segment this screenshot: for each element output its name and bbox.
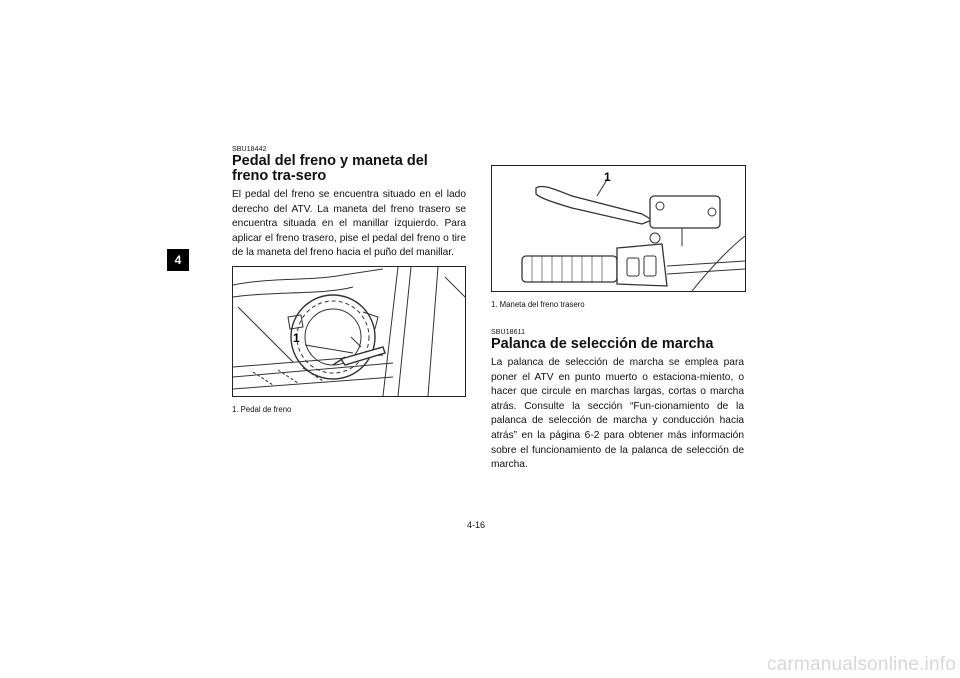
heading-shift: Palanca de selección de marcha xyxy=(491,336,714,352)
left-column xyxy=(232,146,466,414)
brake-lever-figure xyxy=(491,165,746,292)
right-column xyxy=(491,165,744,473)
brake-lever-illustration xyxy=(492,166,745,291)
chapter-tab: 4 xyxy=(167,249,189,271)
section-code-shift: SBU18611 xyxy=(491,329,526,336)
figure-callout-1: 1 xyxy=(293,330,300,345)
heading-brake: Pedal del freno y maneta del freno tra-sero xyxy=(232,153,428,184)
figure-callout-1: 1 xyxy=(604,170,611,184)
brake-pedal-figure xyxy=(232,266,466,397)
watermark: carmanualsonline.info xyxy=(766,654,956,675)
body-shift: La palanca de selección de marcha se emplea para poner el ATV en punto muerto o estaciona-miento, o hacer que circule en marchas largas, cortas o marcha atrás. Consulte la sección “Fun-cionamiento de la palanca de selección de marcha y conducción hacia atrás” en la página 6-2 para obtener más información sobre el funcionamiento de la palanca de selección de marcha. xyxy=(491,357,744,471)
section-code-brake: SBU18442 xyxy=(232,146,267,153)
brake-pedal-illustration xyxy=(233,267,465,396)
body-brake: El pedal del freno se encuentra situado en el lado derecho del ATV. La maneta del freno trasero se encuentra situada en el manillar izquierdo. Para aplicar el freno trasero, pise el pedal del freno o tire de la maneta del freno hacia el puño del manillar. xyxy=(232,189,466,259)
caption-brake-lever: 1. Maneta del freno trasero xyxy=(491,300,585,309)
caption-brake-pedal: 1. Pedal de freno xyxy=(232,404,292,414)
page-number: 4-16 xyxy=(467,520,486,530)
